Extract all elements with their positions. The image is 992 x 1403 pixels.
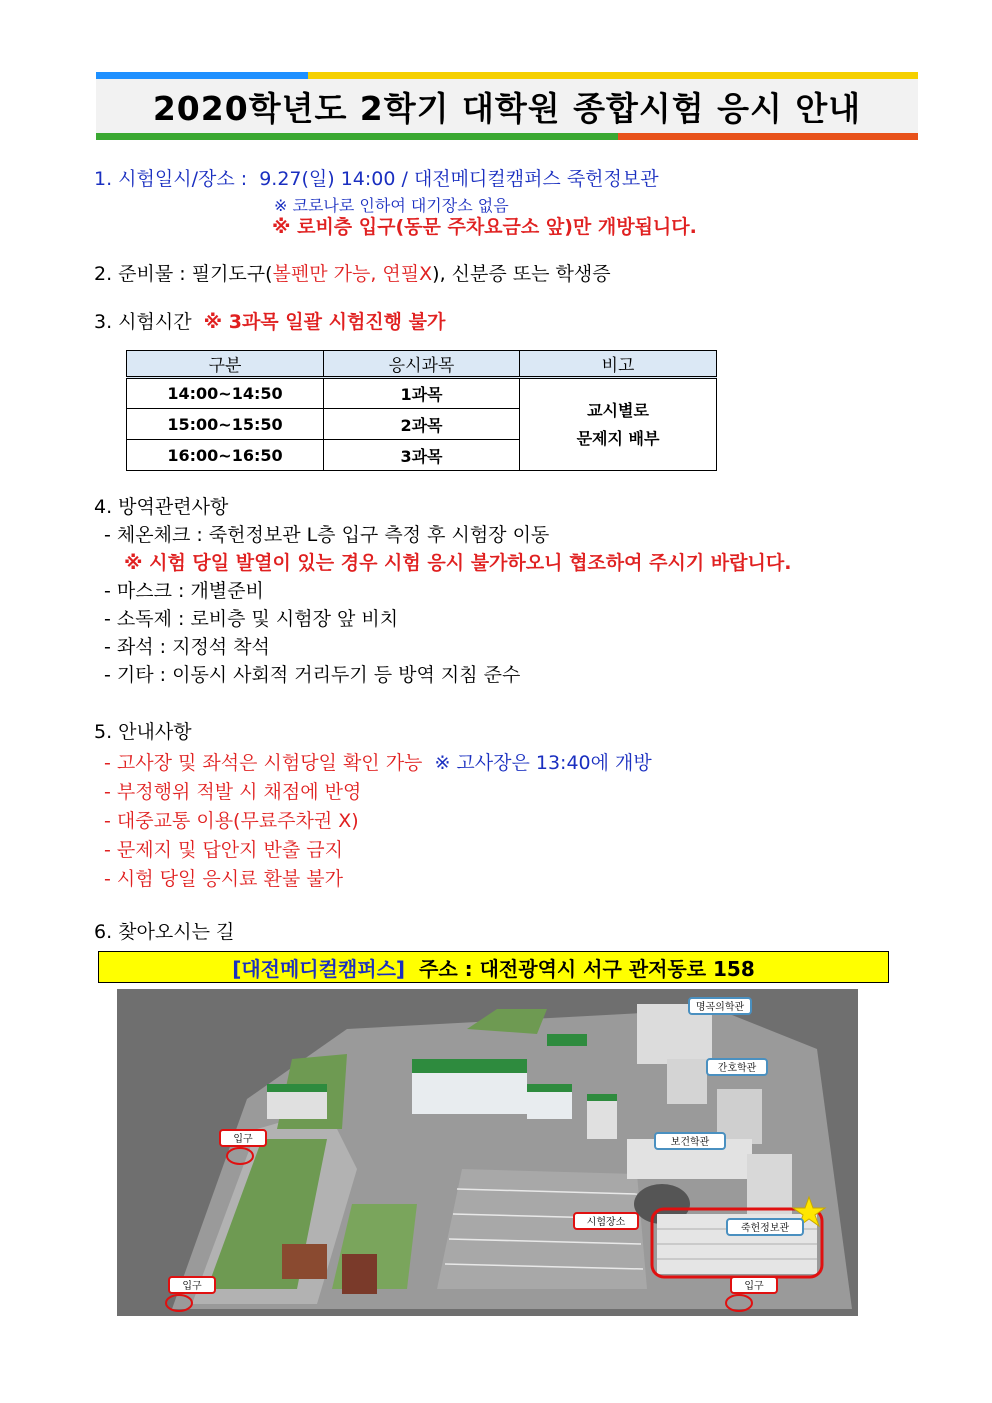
address-box xyxy=(98,951,889,983)
section-4-warning: ※ 시험 당일 발열이 있는 경우 시험 응시 불가하오니 협조하여 주시기 바랍니다. xyxy=(124,552,792,574)
section-5-item-2: - 부정행위 적발 시 채점에 반영 xyxy=(104,781,362,803)
section-2-label: 2. 준비물 : 필기도구( xyxy=(94,263,273,285)
schedule-table xyxy=(126,350,717,471)
section-4-item-2: - 마스크 : 개별준비 xyxy=(104,580,264,602)
section-4-item-5: - 기타 : 이동시 사회적 거리두기 등 방역 지침 준수 xyxy=(104,664,521,686)
row-subject: 3과목 xyxy=(324,440,520,471)
note-line-1: 교시별로 xyxy=(587,400,649,420)
table-header-time: 구분 xyxy=(127,351,324,378)
section-1-note-1: ※ 코로나로 인하여 대기장소 없음 xyxy=(274,196,509,215)
table-header-note: 비고 xyxy=(520,351,717,378)
map-label-b1: 명곡의학관 xyxy=(695,1002,745,1013)
section-4-item-3: - 소독제 : 로비층 및 시험장 앞 비치 xyxy=(104,608,399,630)
section-5-item-3: - 대중교통 이용(무료주차권 X) xyxy=(104,810,359,832)
campus-name: [대전메디컬캠퍼스] xyxy=(232,956,406,981)
map-label-b2: 간호학관 xyxy=(717,1063,757,1074)
section-4-label: 4. 방역관련사항 xyxy=(94,496,229,518)
row-time: 16:00~16:50 xyxy=(127,440,324,471)
section-5-item-1-blue: ※ 고사장은 13:40에 개방 xyxy=(434,752,652,774)
section-1-label: 1. 시험일시/장소 : xyxy=(94,168,248,190)
table-header-row xyxy=(127,351,717,378)
table-row xyxy=(127,378,717,409)
section-4-item-1: - 체온체크 : 죽헌정보관 L층 입구 측정 후 시험장 이동 xyxy=(104,524,550,546)
section-5-item-4: - 문제지 및 답안지 반출 금지 xyxy=(104,839,343,861)
map-label-gate-1: 입구 xyxy=(233,1134,253,1145)
map-label-b4: 죽헌정보관 xyxy=(740,1223,790,1234)
section-5-item-5: - 시험 당일 응시료 환불 불가 xyxy=(104,868,343,890)
map-label-gate-2: 입구 xyxy=(182,1281,202,1292)
section-5-item-1: - 고사장 및 좌석은 시험당일 확인 가능 xyxy=(104,752,423,774)
map-label-b3: 보건학관 xyxy=(670,1137,710,1148)
title-body xyxy=(96,79,918,133)
row-subject: 1과목 xyxy=(324,378,520,409)
row-subject: 2과목 xyxy=(324,409,520,440)
section-3-label: 3. 시험시간 xyxy=(94,311,192,333)
section-5-label: 5. 안내사항 xyxy=(94,721,192,743)
section-3-note: ※ 3과목 일괄 시험진행 불가 xyxy=(203,311,446,333)
map-label-exam: 시험장소 xyxy=(586,1217,626,1228)
section-1-value: 9.27(일) 14:00 / 대전메디컬캠퍼스 죽헌정보관 xyxy=(259,168,659,190)
section-2-red: 볼펜만 가능, 연필X xyxy=(272,263,433,285)
title-top-stripe xyxy=(96,72,918,79)
table-header-subject: 응시과목 xyxy=(324,351,520,378)
row-time: 14:00~14:50 xyxy=(127,378,324,409)
title-banner xyxy=(96,72,918,140)
title-bottom-stripe xyxy=(96,133,918,140)
section-2-rest: ), 신분증 또는 학생증 xyxy=(432,263,611,285)
section-1-line xyxy=(94,167,659,191)
section-1-note-2: ※ 로비층 입구(동문 주차요금소 앞)만 개방됩니다. xyxy=(272,216,697,238)
page-title: 2020학년도 2학기 대학원 종합시험 응시 안내 xyxy=(152,88,862,128)
row-note xyxy=(520,378,717,471)
section-5-item-1-line xyxy=(104,751,652,775)
map-label-gate-3: 입구 xyxy=(744,1281,764,1292)
section-4-item-4: - 좌석 : 지정석 착석 xyxy=(104,636,270,658)
campus-address: 주소 : 대전광역시 서구 관저동로 158 xyxy=(419,956,755,981)
section-3-line xyxy=(94,310,445,334)
row-time: 15:00~15:50 xyxy=(127,409,324,440)
section-2-line xyxy=(94,262,611,286)
note-line-2: 문제지 배부 xyxy=(576,428,660,448)
campus-map xyxy=(117,989,858,1316)
section-6-label: 6. 찾아오시는 길 xyxy=(94,921,235,943)
